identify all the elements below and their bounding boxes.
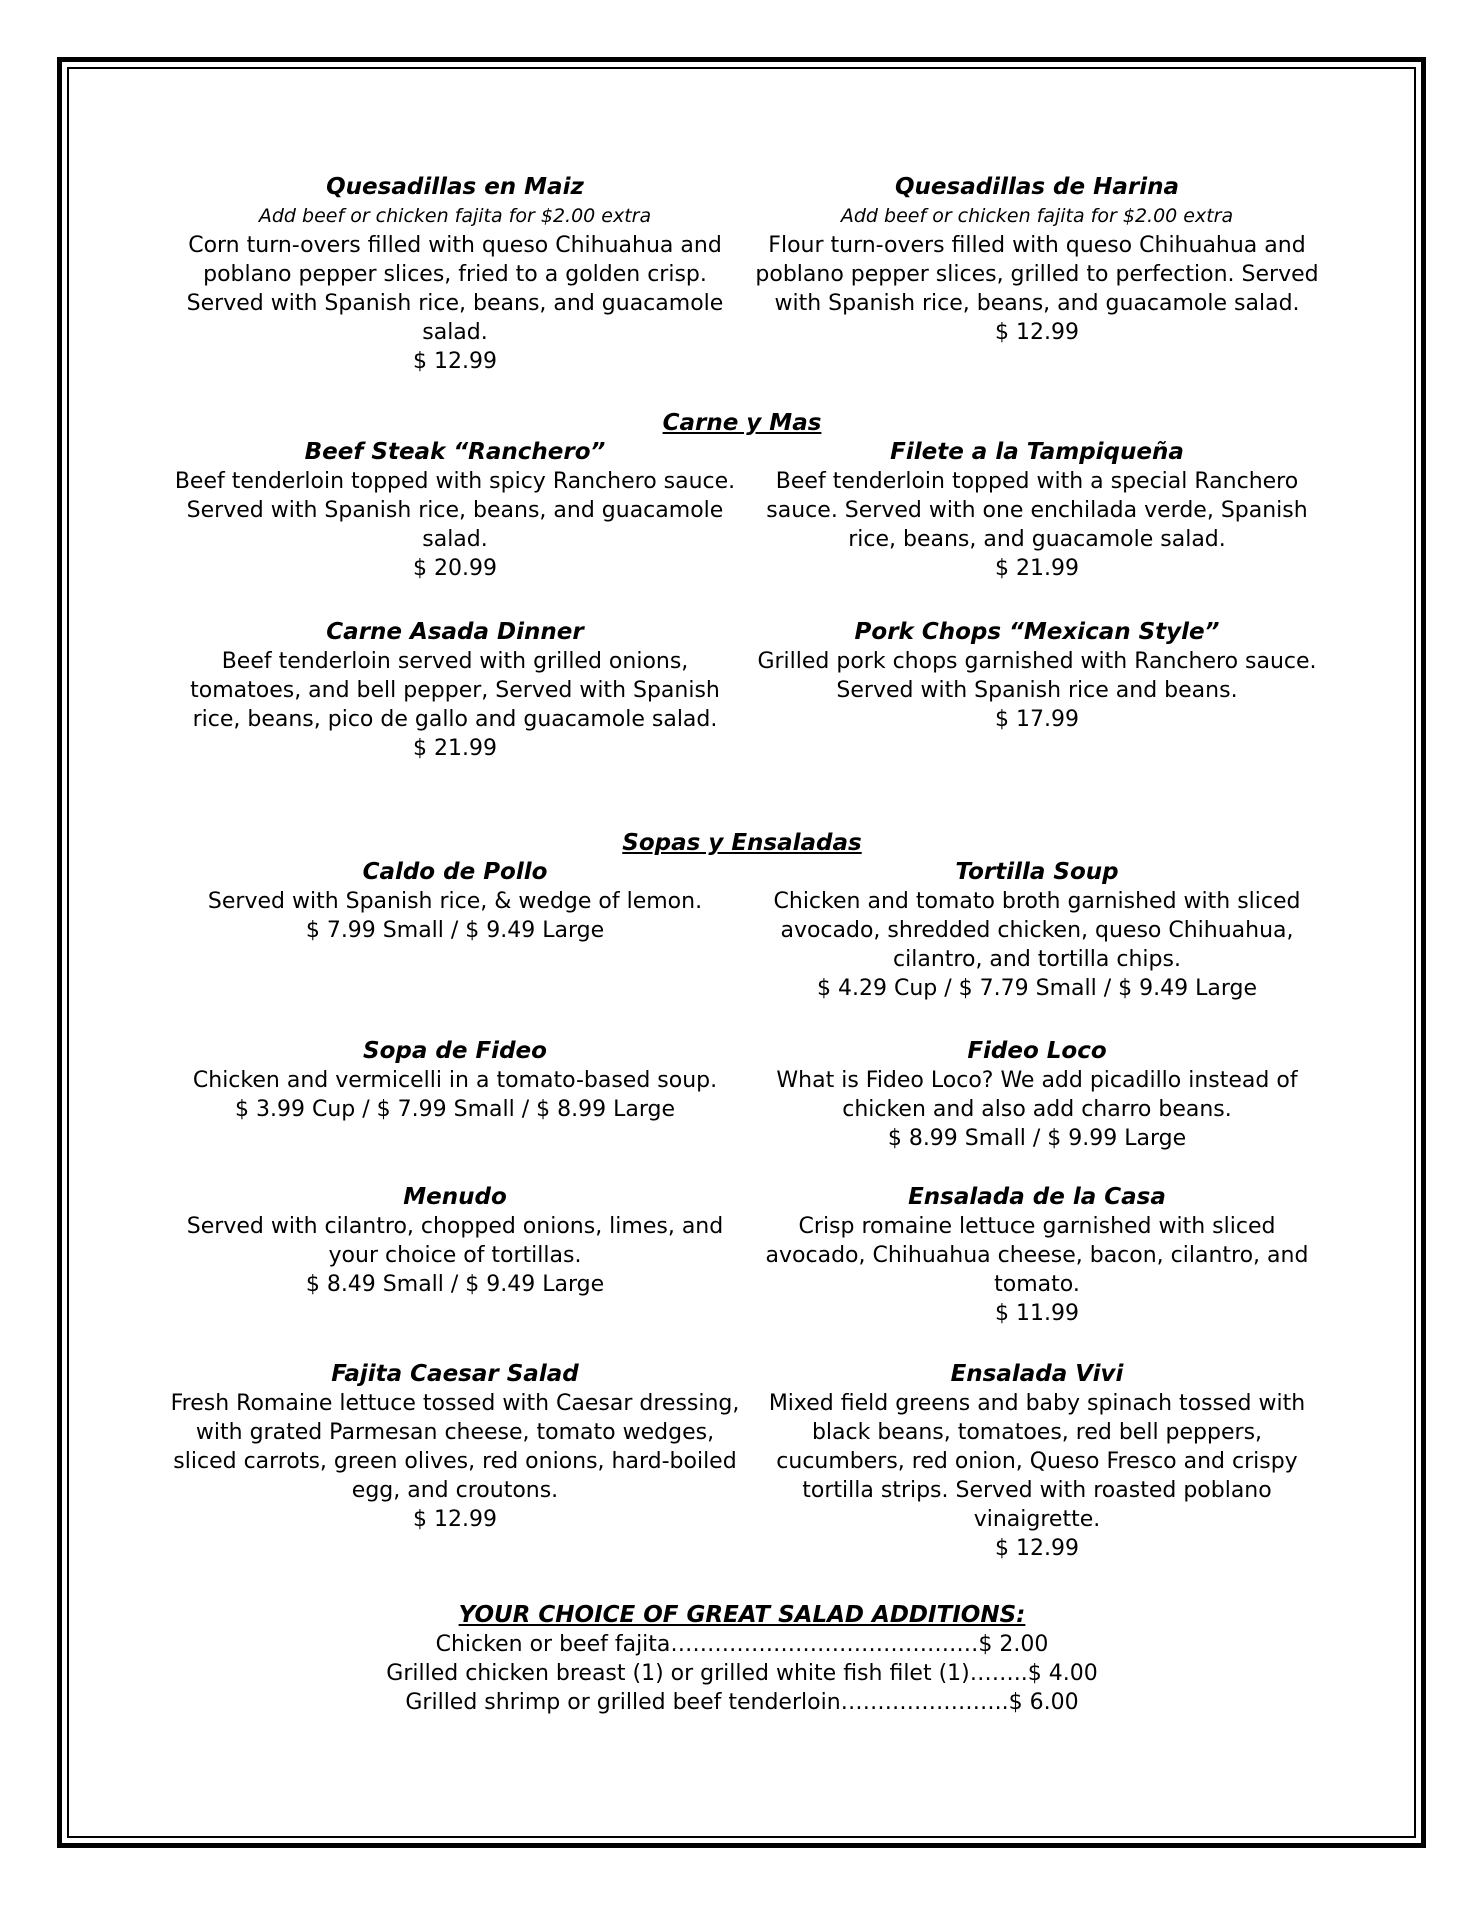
item-description: Served with cilantro, chopped onions, limes, and your choice of tortillas. (186, 1214, 724, 1268)
menu-item-caldo-de-pollo (170, 858, 740, 945)
item-price: $ 20.99 (413, 556, 497, 581)
menu-item-quesadillas-en-maiz (170, 173, 740, 376)
item-description: What is Fideo Loco? We add picadillo instead of chicken and also add charro beans. (776, 1068, 1298, 1122)
item-name: Quesadillas de Harina (894, 174, 1180, 200)
section-title-carne: Carne y Mas (662, 410, 822, 436)
item-description: Crisp romaine lettuce garnished with sliced avocado, Chihuahua cheese, bacon, cilantro, and tomato. (765, 1214, 1309, 1297)
menu-item-ensalada-de-la-casa (752, 1183, 1322, 1328)
menu-item-tortilla-soup (752, 858, 1322, 1003)
item-price: $ 17.99 (995, 707, 1079, 732)
item-name: Sopa de Fideo (363, 1038, 547, 1064)
item-price: $ 11.99 (995, 1301, 1079, 1326)
item-price: $ 12.99 (995, 320, 1079, 345)
section-title-sopas: Sopas y Ensaladas (622, 830, 862, 856)
item-description: Mixed field greens and baby spinach tossed with black beans, tomatoes, red bell peppers, cucumbers, red onion, Queso Fresco and crispy tortilla strips. Served with roasted poblano vinaigrette. (768, 1391, 1306, 1532)
item-description: Grilled pork chops garnished with Ranchero sauce. Served with Spanish rice and beans. (757, 649, 1317, 703)
item-name: Ensalada de la Casa (908, 1184, 1166, 1210)
item-price: $ 8.49 Small / $ 9.49 Large (305, 1272, 605, 1297)
item-name: Carne Asada Dinner (326, 619, 584, 645)
addition-line: Chicken or beef fajita……………………………………$ 2.00 (435, 1632, 1049, 1657)
item-description: Beef tenderloin served with grilled onions, tomatoes, and bell pepper, Served with Spanish rice, beans, pico de gallo and guacamole salad. (190, 649, 720, 732)
menu-item-beef-steak-ranchero (170, 438, 740, 583)
item-price: $ 8.99 Small / $ 9.99 Large (887, 1126, 1187, 1151)
item-price: $ 12.99 (413, 1507, 497, 1532)
menu-item-sopa-de-fideo (170, 1037, 740, 1124)
menu-item-menudo (170, 1183, 740, 1299)
item-name: Ensalada Vivi (950, 1361, 1124, 1387)
item-price: $ 21.99 (995, 556, 1079, 581)
item-note: Add beef or chicken fajita for $2.00 extra (258, 205, 652, 227)
menu-item-fideo-loco (752, 1037, 1322, 1153)
item-description: Flour turn-overs filled with queso Chihuahua and poblano pepper slices, grilled to perfection. Served with Spanish rice, beans, and guacamole salad. (755, 233, 1319, 316)
item-name: Fajita Caesar Salad (331, 1361, 579, 1387)
item-name: Menudo (403, 1184, 507, 1210)
item-price: $ 12.99 (413, 349, 497, 374)
item-price: $ 12.99 (995, 1536, 1079, 1561)
item-name: Quesadillas en Maiz (326, 174, 584, 200)
item-description: Chicken and tomato broth garnished with sliced avocado, shredded chicken, queso Chihuahua, cilantro, and tortilla chips. (773, 889, 1301, 972)
item-name: Tortilla Soup (955, 859, 1119, 885)
item-price: $ 3.99 Cup / $ 7.99 Small / $ 8.99 Large (235, 1097, 675, 1122)
item-name: Fideo Loco (967, 1038, 1107, 1064)
item-price: $ 21.99 (413, 736, 497, 761)
menu-item-fajita-caesar-salad (170, 1360, 740, 1534)
menu-item-filete-tampiquena (752, 438, 1322, 583)
menu-item-ensalada-vivi (752, 1360, 1322, 1563)
salad-additions (0, 1601, 1484, 1717)
item-description: Corn turn-overs filled with queso Chihuahua and poblano pepper slices, fried to a golden crisp. Served with Spanish rice, beans, and guacamole salad. (186, 233, 724, 345)
item-note: Add beef or chicken fajita for $2.00 extra (840, 205, 1234, 227)
item-name: Caldo de Pollo (362, 859, 548, 885)
item-description: Chicken and vermicelli in a tomato-based soup. (192, 1068, 718, 1093)
item-price: $ 7.99 Small / $ 9.49 Large (305, 918, 605, 943)
item-description: Served with Spanish rice, & wedge of lemon. (207, 889, 703, 914)
addition-line: Grilled shrimp or grilled beef tenderloin…………………..$ 6.00 (405, 1690, 1079, 1715)
item-name: Beef Steak “Ranchero” (304, 439, 606, 465)
item-price: $ 4.29 Cup / $ 7.79 Small / $ 9.49 Large (817, 976, 1257, 1001)
item-name: Pork Chops “Mexican Style” (854, 619, 1220, 645)
menu-item-quesadillas-de-harina (752, 173, 1322, 347)
item-name: Filete a la Tampiqueña (890, 439, 1184, 465)
item-description: Beef tenderloin topped with a special Ranchero sauce. Served with one enchilada verde, Spanish rice, beans, and guacamole salad. (766, 469, 1308, 552)
addition-line: Grilled chicken breast (1) or grilled white fish filet (1)……..$ 4.00 (386, 1661, 1098, 1686)
item-description: Fresh Romaine lettuce tossed with Caesar dressing, with grated Parmesan cheese, tomato wedges, sliced carrots, green olives, red onions, hard-boiled egg, and croutons. (170, 1391, 740, 1503)
salad-additions-title: YOUR CHOICE OF GREAT SALAD ADDITIONS: (458, 1602, 1026, 1628)
item-description: Beef tenderloin topped with spicy Ranchero sauce. Served with Spanish rice, beans, and guacamole salad. (174, 469, 736, 552)
menu-item-pork-chops (752, 618, 1322, 734)
menu-item-carne-asada-dinner (170, 618, 740, 763)
